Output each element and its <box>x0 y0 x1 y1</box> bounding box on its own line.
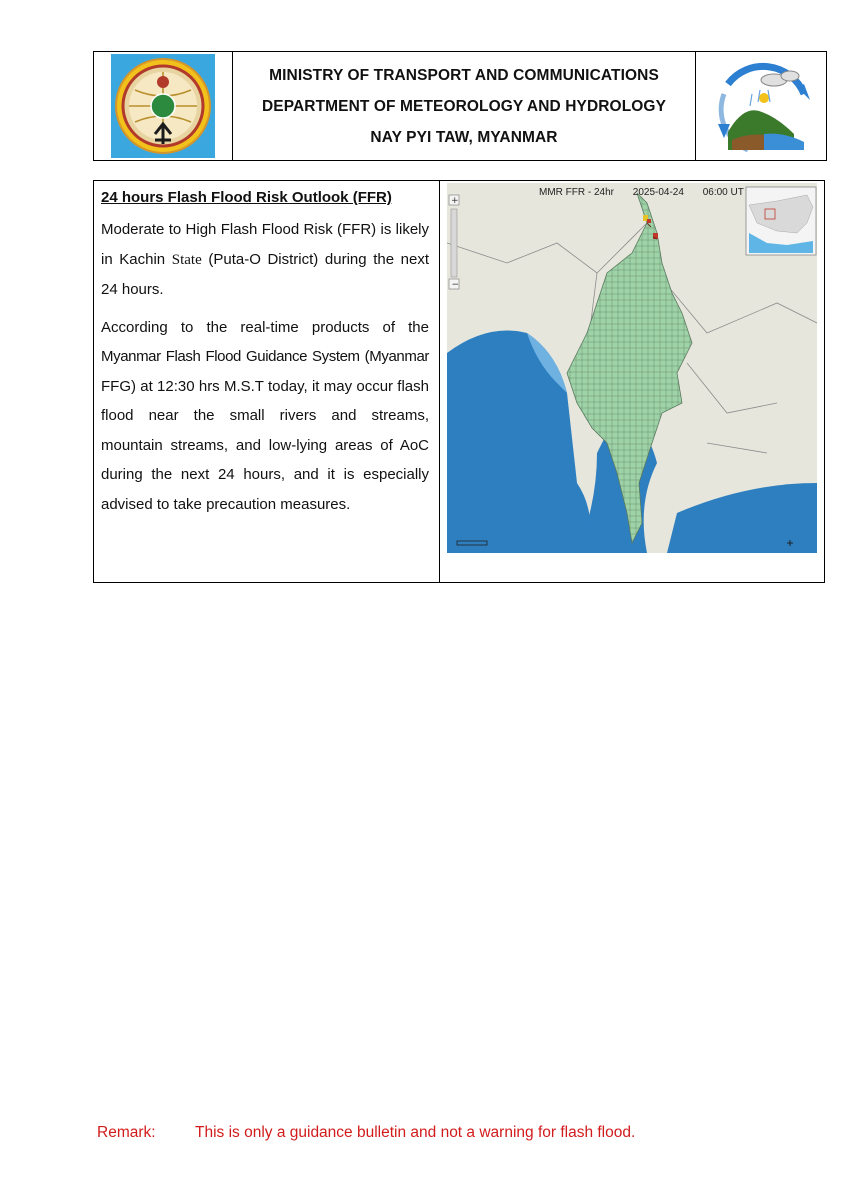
ministry-emblem-icon <box>111 54 215 158</box>
risk-summary-tail: (Puta-O District) during the next 24 hours. <box>101 250 430 298</box>
risk-summary-state: State <box>171 251 202 268</box>
map-cell <box>440 181 824 582</box>
left-logo-cell <box>94 52 233 160</box>
ffg-detail-paragraph <box>101 313 429 520</box>
map-title-bar <box>539 187 760 198</box>
outlook-text-cell <box>94 181 440 582</box>
outlook-title: 24 hours Flash Flood Risk Outlook (FFR) <box>101 189 392 206</box>
svg-text:−: − <box>451 280 460 290</box>
map-date-label: 2025-04-24 <box>632 187 684 198</box>
ffr-map <box>447 183 817 553</box>
location-line: NAY PYI TAW, MYANMAR <box>370 128 558 146</box>
remark-label: Remark: <box>97 1124 156 1141</box>
department-name: DEPARTMENT OF METEOROLOGY AND HYDROLOGY <box>261 97 667 115</box>
outlook-table <box>93 180 825 583</box>
right-logo-cell <box>696 52 826 160</box>
risk-summary-paragraph <box>101 215 429 305</box>
risk-summary-text: Moderate to High Flash Flood Risk (FFR) is likely in Kachin <box>101 221 429 268</box>
map-time-label: 06:00 UT <box>702 187 744 198</box>
ffg-detail-tail: FFG) at 12:30 hrs M.S.T today, it may occur flash flood near the small rivers and streams, mountain streams, and low-lying areas of AoC during the next 24 hours, and it is especially advised to take precaution measures. <box>101 377 429 513</box>
bulletin-header <box>93 51 827 161</box>
map-product-label: MMR FFR - 24hr <box>539 187 614 198</box>
remark-text: This is only a guidance bulletin and not a warning for flash flood. <box>195 1124 636 1141</box>
svg-text:+: + <box>451 196 459 206</box>
ffg-detail-text: According to the real-time products of the <box>101 318 429 336</box>
hydrological-cycle-logo-icon <box>708 54 814 158</box>
ffg-detail-system: Myanmar Flash Flood Guidance System (Myanmar <box>101 348 429 365</box>
ffr-map-image <box>447 183 817 553</box>
ministry-name: MINISTRY OF TRANSPORT AND COMMUNICATIONS <box>269 66 659 84</box>
remark-line <box>97 1124 635 1142</box>
header-title-block <box>233 52 696 160</box>
